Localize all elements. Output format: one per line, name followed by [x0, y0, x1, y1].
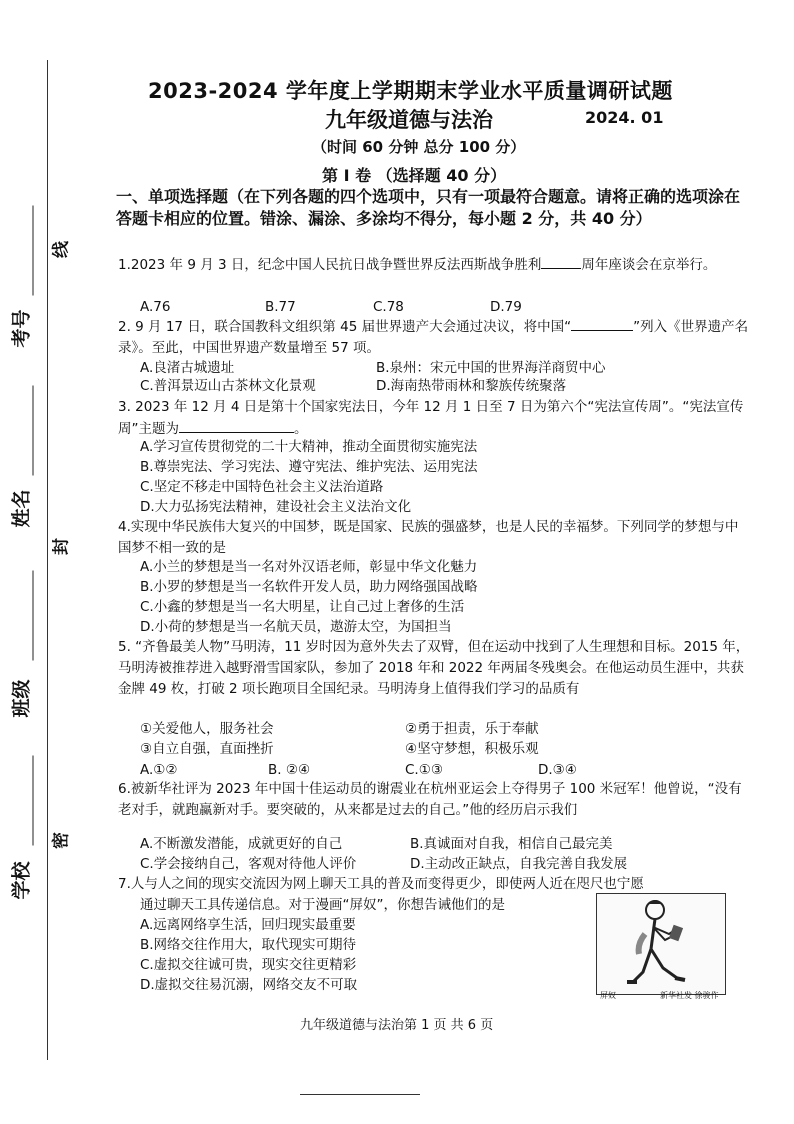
- section-instructions: 一、单项选择题（在下列各题的四个选项中，只有一项最符合题意。请将正确的选项涂在答题卡相应的位置。错涂、漏涂、多涂均不得分，每小题 2 分，共 40 分）: [116, 187, 741, 228]
- q4-option-d: D.小荷的梦想是当一名航天员，遨游太空，为国担当: [140, 619, 452, 635]
- question-1-stem-pre: 1.2023 年 9 月 3 日，纪念中国人民抗日战争暨世界反法西斯战争胜利: [118, 257, 542, 273]
- question-4: [118, 517, 750, 559]
- q5-item-4: ④坚守梦想，积极乐观: [405, 741, 539, 757]
- part-title: 第 Ⅰ 卷 （选择题 40 分）: [322, 166, 507, 185]
- question-1-blank: [541, 254, 581, 269]
- q7-option-b: B.网络交往作用大，取代现实可期待: [140, 937, 357, 953]
- question-7-options: [140, 915, 580, 995]
- question-2-stem-pre: 2. 9 月 17 日，联合国教科文组织第 45 届世界遗产大会通过决议，将中国“: [118, 319, 572, 335]
- cartoon-caption-title: 屏奴: [600, 991, 616, 1000]
- question-7-stem-line2: 通过聊天工具传递信息。对于漫画“屏奴”，你想告诫他们的是: [140, 897, 505, 913]
- q5-item-3: ③自立自强，直面挫折: [140, 741, 274, 757]
- screen-slave-cartoon: [596, 893, 726, 995]
- class-fill-line: [33, 571, 34, 661]
- q3-option-b: B.尊崇宪法、学习宪法、遵守宪法、维护宪法、运用宪法: [140, 459, 478, 475]
- question-4-options: [140, 557, 740, 637]
- question-6-stem: 6.被新华社评为 2023 年中国十佳运动员的谢震业在杭州亚运会上夺得男子 100 米冠军！他曾说，“没有老对手，就跑赢新对手。要突破的，从来都是过去的自己。”他的经历启示我们: [118, 781, 742, 818]
- exam-number-fill-line: [33, 206, 34, 296]
- q5-option-a: A.①②: [140, 762, 178, 778]
- page-footer: 九年级道德与法治第 1 页 共 6 页: [300, 1018, 494, 1033]
- q6-option-c: C.学会接纳自己，客观对待他人评价: [140, 856, 357, 872]
- question-3-blank: [179, 418, 294, 433]
- question-2-options: [140, 358, 740, 400]
- bottom-rule: [300, 1094, 420, 1095]
- q1-option-d: D.79: [490, 299, 522, 315]
- q2-option-a: A.良渚古城遗址: [140, 360, 235, 376]
- q2-option-c: C.普洱景迈山古茶林文化景观: [140, 378, 316, 394]
- question-4-stem: 4.实现中华民族伟大复兴的中国梦，既是国家、民族的强盛梦，也是人民的幸福梦。下列同学的梦想与中国梦不相一致的是: [118, 519, 739, 556]
- q5-option-d: D.③④: [538, 762, 577, 778]
- q6-option-a: A.不断激发潜能，成就更好的自己: [140, 836, 343, 852]
- question-3-stem-pre: 3. 2023 年 12 月 4 日是第十个国家宪法日，今年 12 月 1 日至 7 日为第六个“宪法宣传周”。“宪法宣传周”主题为: [118, 399, 744, 437]
- question-2: [118, 316, 750, 359]
- school-label: 学校: [10, 861, 33, 900]
- q2-option-b: B.泉州：宋元中国的世界海洋商贸中心: [376, 360, 606, 376]
- q3-option-c: C.坚定不移走中国特色社会主义法治道路: [140, 479, 384, 495]
- question-3: [118, 397, 750, 440]
- question-2-blank: [571, 316, 633, 331]
- question-1-stem-post: 周年座谈会在京举行。: [581, 257, 717, 273]
- question-1-options: [140, 297, 740, 318]
- name-label: 姓名: [10, 489, 33, 528]
- question-7-stem-line1: 7.人与人之间的现实交流因为网上聊天工具的普及而变得更少，即使两人近在咫尺也宁愿: [118, 876, 644, 892]
- q5-option-c: C.①③: [405, 762, 443, 778]
- exam-title: 2023-2024 学年度上学期期末学业水平质量调研试题: [148, 79, 673, 103]
- subject-title: 九年级道德与法治: [325, 108, 493, 132]
- question-5-options: [140, 760, 740, 781]
- q7-option-d: D.虚拟交往易沉溺，网络交友不可取: [140, 977, 358, 993]
- question-5: [118, 637, 750, 700]
- time-score-info: （时间 60 分钟 总分 100 分）: [312, 138, 526, 156]
- q3-option-d: D.大力弘扬宪法精神，建设社会主义法治文化: [140, 499, 412, 515]
- question-3-options: [140, 437, 740, 517]
- q5-item-1: ①关爱他人，服务社会: [140, 721, 274, 737]
- question-1: [118, 254, 750, 276]
- cartoon-caption-credit: 新华社发 徐骏作: [660, 991, 719, 1000]
- q1-option-b: B.77: [265, 299, 296, 315]
- q4-option-c: C.小鑫的梦想是当一名大明星，让自己过上奢侈的生活: [140, 599, 465, 615]
- cut-word-line: 线: [51, 241, 72, 258]
- q4-option-a: A.小兰的梦想是当一名对外汉语老师，彰显中华文化魅力: [140, 559, 478, 575]
- q1-option-c: C.78: [373, 299, 404, 315]
- cut-word-seal: 密: [51, 832, 72, 849]
- question-6: [118, 779, 750, 821]
- q7-option-c: C.虚拟交往诚可贵，现实交往更精彩: [140, 957, 357, 973]
- q7-option-a: A.远离网络享生活，回归现实最重要: [140, 917, 356, 933]
- name-fill-line: [33, 386, 34, 476]
- q6-option-d: D.主动改正缺点，自我完善自我发展: [410, 856, 628, 872]
- q2-option-d: D.海南热带雨林和黎族传统聚落: [376, 378, 567, 394]
- school-fill-line: [33, 756, 34, 846]
- q6-option-b: B.真诚面对自我，相信自己最完美: [410, 836, 613, 852]
- question-5-stem: 5. “齐鲁最美人物”马明涛，11 岁时因为意外失去了双臂，但在运动中找到了人生理想和目标。2015 年，马明涛被推荐进入越野滑雪国家队，参加了 2018 年和 2022 年两届冬残奥会。在他运动员生涯中，共获金牌 49 枚，打破 2 项长跑项目全国纪录。马明涛身上值得我们学习的品质有: [118, 639, 750, 697]
- question-2-stem-post: ”列入《世界遗产名录》。至此，中国世界遗产数量增至 57 项。: [118, 319, 749, 356]
- cut-word-close: 封: [51, 538, 72, 555]
- question-5-items: [140, 719, 740, 759]
- q5-option-b: B. ②④: [268, 762, 311, 778]
- cartoon-figure-icon: [597, 894, 725, 994]
- class-label: 班级: [10, 679, 33, 718]
- question-3-stem-post: 。: [294, 421, 308, 437]
- exam-number-label: 考号: [10, 309, 33, 348]
- question-6-options: [140, 834, 740, 874]
- exam-date: 2024. 01: [585, 108, 664, 127]
- q5-item-2: ②勇于担责，乐于奉献: [405, 721, 539, 737]
- q1-option-a: A.76: [140, 299, 171, 315]
- q3-option-a: A.学习宣传贯彻党的二十大精神，推动全面贯彻实施宪法: [140, 439, 478, 455]
- q4-option-b: B.小罗的梦想是当一名软件开发人员，助力网络强国战略: [140, 579, 478, 595]
